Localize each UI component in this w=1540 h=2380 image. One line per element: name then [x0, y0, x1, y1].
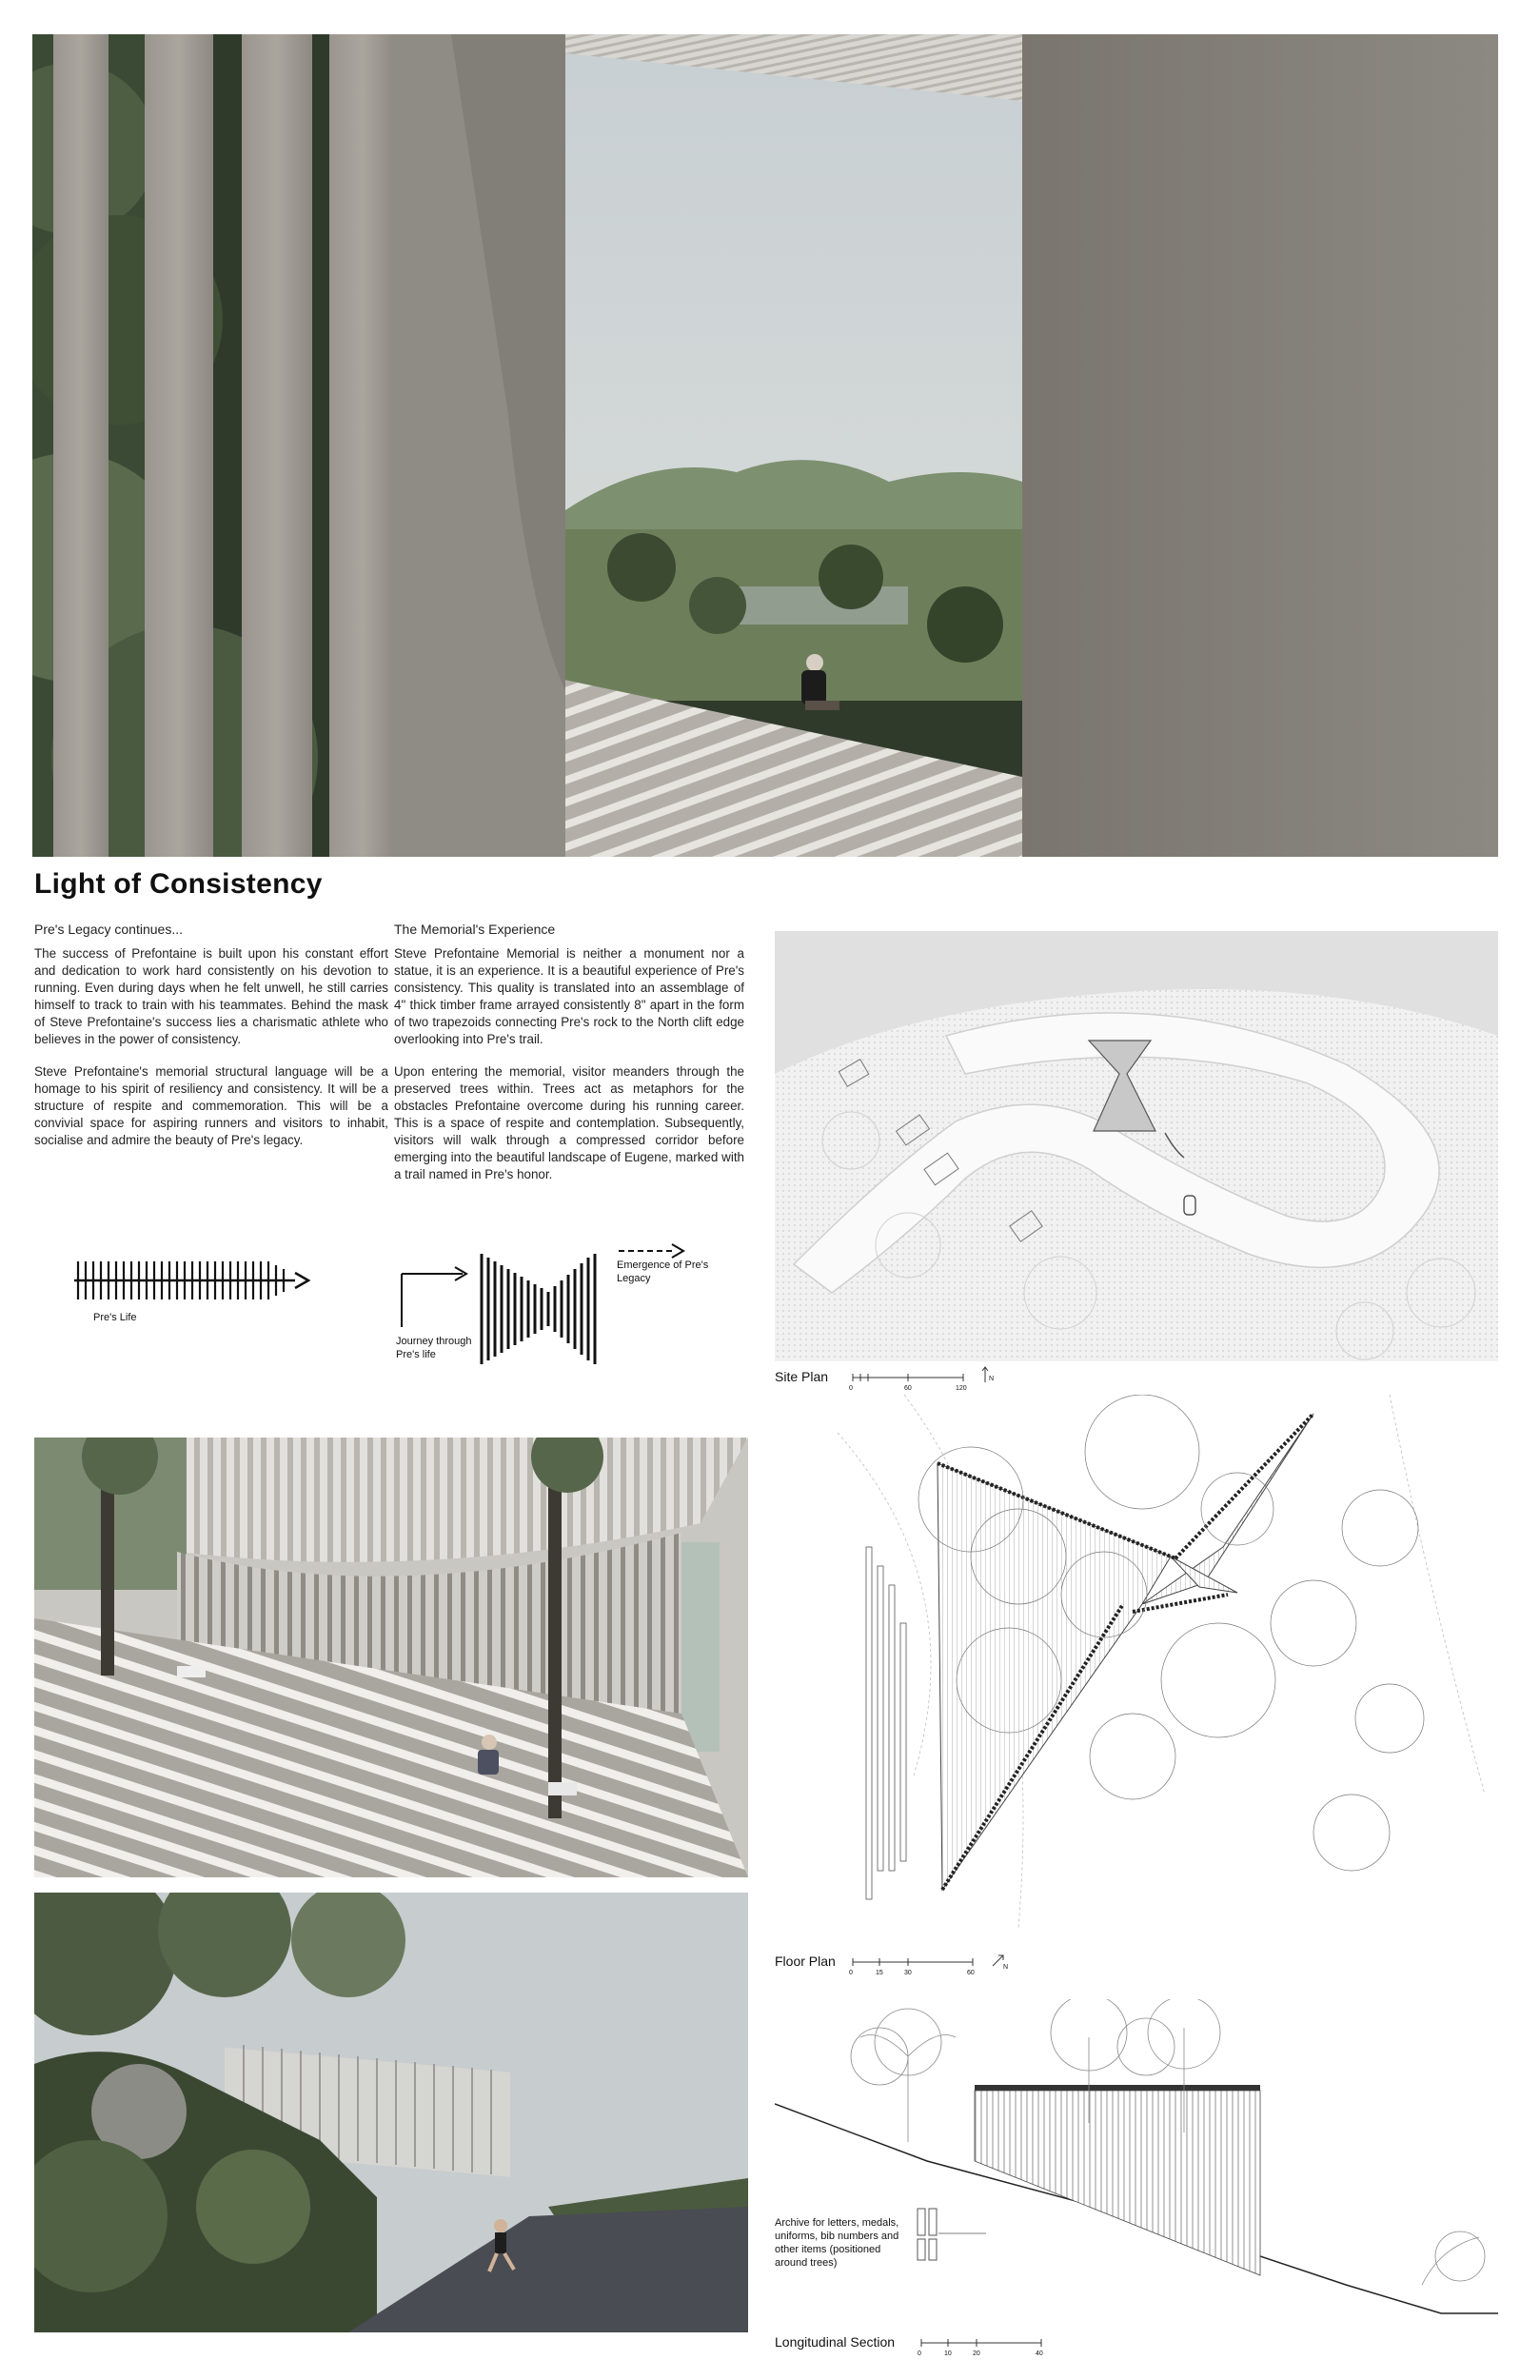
section-scale-mark-0: 0 — [918, 2350, 921, 2357]
page-title: Light of Consistency — [34, 868, 323, 900]
floor-plan-graphic — [819, 1395, 1498, 1928]
trapezoid-slats-icon — [476, 1252, 609, 1366]
legacy-paragraph-2: Steve Prefontaine's memorial structural language will be a homage to his spirit of resiliency and consistency. It will be a structure of respite and commemoration. This will be a convivial space for aspiring runners and visitors to inhabit, socialise and admire the beauty of Pre's legacy. — [34, 1064, 388, 1147]
floor-north-arrow — [990, 1952, 1013, 1974]
hero-render-drawing — [32, 34, 1498, 857]
exterior-render-drawing — [34, 1893, 748, 2332]
interior-render-drawing — [34, 1438, 748, 1877]
scale-bar-icon — [919, 2337, 1043, 2349]
section-label: Longitudinal Section — [775, 2334, 896, 2350]
experience-paragraph-1: Steve Prefontaine Memorial is neither a monument nor a statue, it is an experience. It is a beautiful experience of Pre's consistency. This quality is translated into an assemblage of 4" thick timber frame arrayed consistently 8" apart in the form of two trapezoids connecting Pre's rock to the North clift edge overlooking into Pre's trail. — [394, 946, 744, 1046]
site-north-label: N — [989, 1376, 995, 1382]
floor-scale-mark-0: 0 — [849, 1970, 853, 1976]
site-scale-mark-120: 120 — [956, 1385, 967, 1392]
legacy-text — [34, 945, 388, 1164]
interior-render — [34, 1438, 748, 1877]
trapezoid-diagram — [476, 1252, 609, 1366]
exterior-render — [34, 1893, 748, 2332]
section-scale-mark-40: 40 — [1036, 2350, 1043, 2357]
journey-label: Journey through Pre's life — [396, 1336, 472, 1360]
floor-plan-scale-bar — [851, 1955, 975, 1976]
section-scale-mark-10: 10 — [944, 2350, 952, 2357]
site-scale-mark-0: 0 — [849, 1385, 853, 1392]
site-plan-drawing — [775, 931, 1498, 1361]
emergence-diagram — [617, 1255, 740, 1331]
site-plan-scale-bar — [851, 1371, 965, 1390]
site-scale-mark-60: 60 — [904, 1385, 912, 1392]
journey-arrow-icon — [394, 1255, 489, 1331]
pres-life-diagram — [67, 1252, 314, 1328]
scale-bar-icon — [851, 1956, 975, 1968]
experience-paragraph-2: Upon entering the memorial, visitor meanders through the preserved trees within. Trees act as metaphors for the obstacles Prefontaine overcome during his running career. This is a space of respite and contemplation. Subsequently, visitors will walk through a compressed corridor before emerging into the beautiful landscape of Eugene, marked with a trail named in Pre's honor. — [394, 1064, 744, 1181]
emergence-label: Emergence of Pre's Legacy — [617, 1259, 709, 1284]
experience-heading: The Memorial's Experience — [394, 922, 556, 937]
floor-scale-mark-60: 60 — [967, 1970, 975, 1976]
section-scale-bar — [919, 2336, 1043, 2357]
floor-scale-mark-15: 15 — [876, 1970, 883, 1976]
floor-plan-label: Floor Plan — [775, 1954, 836, 1969]
pres-life-label: Pre's Life — [93, 1312, 137, 1323]
site-plan-label: Site Plan — [775, 1369, 829, 1384]
comb-arrow-icon — [67, 1252, 314, 1309]
site-plan-graphic — [775, 931, 1498, 1361]
hero-render — [32, 34, 1498, 857]
dashed-arrow-icon — [617, 1241, 693, 1260]
legacy-paragraph-1: The success of Prefontaine is built upon his constant effort and dedication to work hard consistently on his devotion to running. Even during days when he felt unwell, he still carries himself to track to train with his teammates. Behind the mask of Steve Prefontaine's success lies a charismatic athlete who believes in the power of consistency. — [34, 946, 388, 1046]
site-north-arrow — [980, 1365, 999, 1388]
longitudinal-section-graphic — [775, 1999, 1498, 2323]
experience-text — [394, 945, 744, 1199]
journey-diagram — [394, 1255, 489, 1360]
floor-plan-drawing — [819, 1395, 1498, 1928]
legacy-heading: Pre's Legacy continues... — [34, 922, 183, 937]
section-scale-mark-20: 20 — [973, 2350, 980, 2357]
longitudinal-section-drawing — [775, 1999, 1498, 2323]
floor-north-label: N — [1003, 1964, 1009, 1971]
archive-note: Archive for letters, medals, uniforms, bib numbers and other items (positioned around trees) — [775, 2217, 899, 2269]
floor-scale-mark-30: 30 — [904, 1970, 912, 1976]
